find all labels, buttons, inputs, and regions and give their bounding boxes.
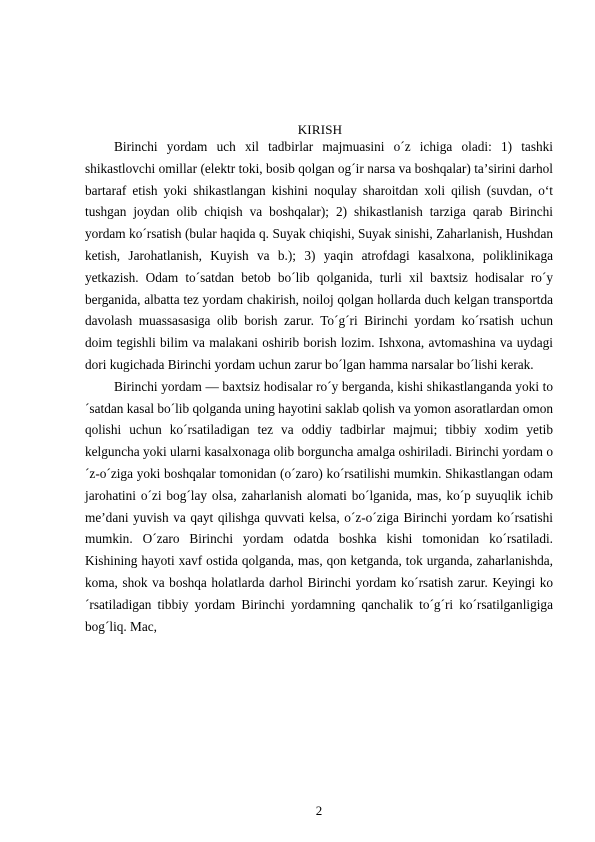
body-text: [85, 136, 553, 637]
paragraph-first-aid-measures: Birinchi yordam uch xil tadbirlar majmuasini o´z ichiga oladi: 1) tashki shikastlovchi omillar (elektr toki, bosib qolgan og´ir narsa va boshqalar) taʼsirini darhol bartaraf etish yoki shikastlangan kishini noqulay sharoitdan xoli qilish (suvdan, oʻt tushgan joydan olib chiqish va boshqalar); 2) shikastlanish tarziga qarab Birinchi yordam ko´rsatish (bular haqida q. Suyak chiqishi, Suyak sinishi, Zaharlanish, Hushdan ketish, Jarohatlanish, Kuyish va b.); 3) yaqin atrofdagi kasalxona, poliklinikaga yetkazish. Odam to´satdan betob bo´lib qolganida, turli xil baxtsiz hodisalar ro´y berganida, albatta tez yordam chakirish, noiloj qolgan hollarda duch kelgan transportda davolash muassasasiga olib borish zarur. To´g´ri Birinchi yordam ko´rsatish uchun doim tegishli bilim va malakani oshirib borish lozim. Ishxona, avtomashina va uydagi dori kugichada Birinchi yordam uchun zarur bo´lgan hamma narsalar bo´lishi kerak.: [85, 139, 553, 372]
section-heading: KIRISH: [297, 122, 343, 137]
page-number: 2: [315, 803, 323, 818]
paragraph-first-aid-definition: Birinchi yordam — baxtsiz hodisalar ro´y berganda, kishi shikastlanganda yoki to´satdan kasal bo´lib qolganda uning hayotini saklab qolish va yomon asoratlardan omon qolishi uchun ko´rsatiladigan tez va oddiy tadbirlar majmui; tibbiy xodim yetib kelguncha yoki ularni kasalxonaga olib borguncha amalga oshiriladi. Birinchi yordam o´z-o´ziga yoki boshqalar tomonidan (o´zaro) ko´rsatilishi mumkin. Shikastlangan odam jarohatini o´zi bog´lay olsa, zaharlanish alomati bo´lganida, mas, ko´p suyuqlik ichib meʼdani yuvish va qayt qilishga quvvati kelsa, o´z-o´ziga Birinchi yordam ko´rsatishi mumkin. O´zaro Birinchi yordam odatda boshka kishi tomonidan ko´rsatiladi. Kishining hayoti xavf ostida qolganda, mas, qon ketganda, tok urganda, zaharlanishda, koma, shok va boshqa holatlarda darhol Birinchi yordam ko´rsatish zarur. Keyingi ko´rsatiladigan tibbiy yordam Birinchi yordamning qanchalik to´g´ri ko´rsatilganligiga bog´liq. Mac,: [85, 378, 553, 634]
